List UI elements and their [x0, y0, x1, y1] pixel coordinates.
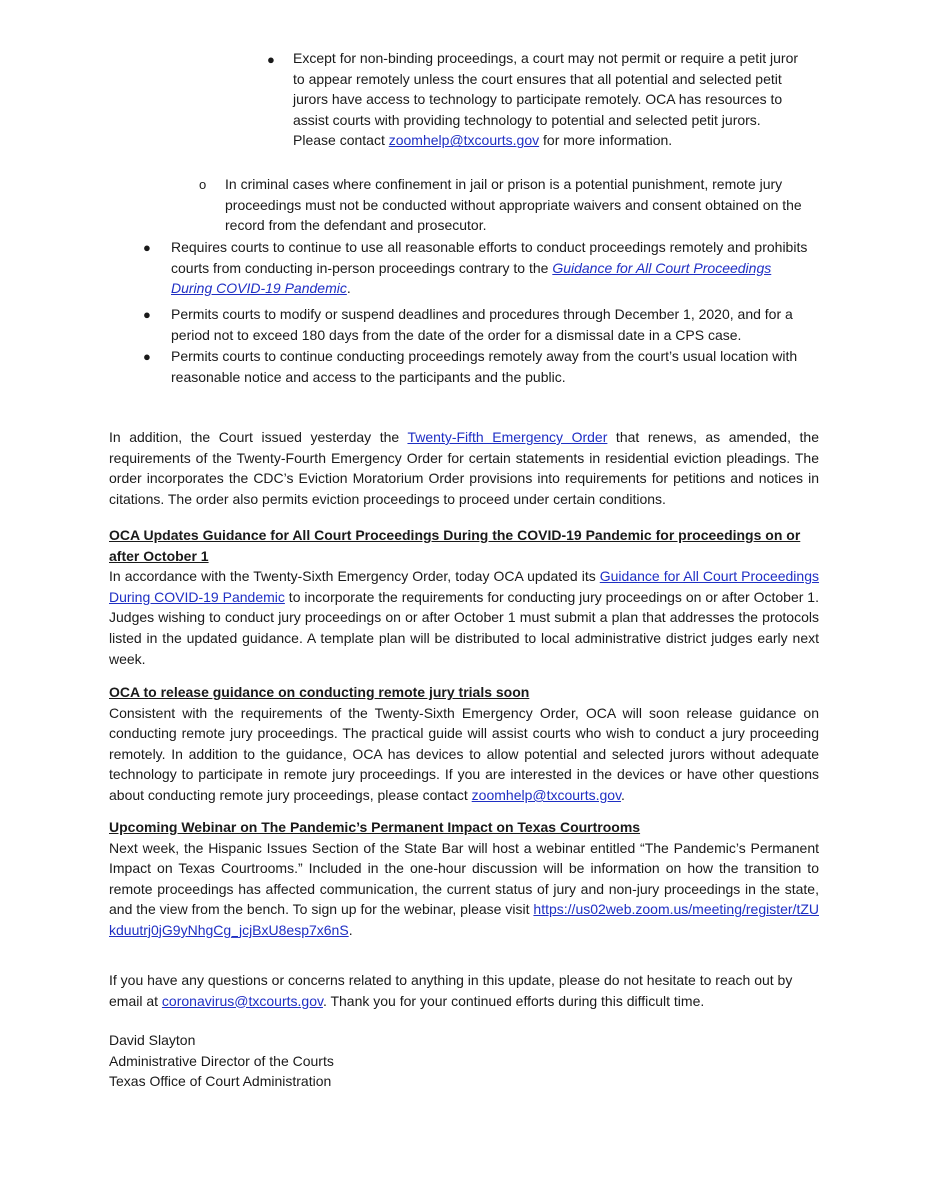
bullet-dot-icon: ●: [143, 307, 151, 322]
closing-paragraph: If you have any questions or concerns related to anything in this update, please do not hesitate to reach out by email at coronavirus@txcourts.gov. Thank you for your continued efforts during this difficult time.: [109, 972, 793, 1009]
guidance-link[interactable]: Guidance for All Court Proceedings During COVID-19 Pandemic: [109, 568, 819, 605]
signature-block: [109, 1030, 819, 1092]
twenty-fifth-order-paragraph: In addition, the Court issued yesterday the Twenty-Fifth Emergency Order that renews, as amended, the requirements of the Twenty-Fourth Emergency Order for certain statements in residential eviction pleadings. The order incorporates the CDC’s Eviction Moratorium Order provisions into requirements for petitions and notices in citations. The order also permits eviction proceedings to proceed under certain conditions.: [109, 429, 819, 507]
twenty-fifth-order-section: [109, 427, 819, 509]
webinar-section: [109, 817, 819, 941]
coronavirus-email-link[interactable]: coronavirus@txcourts.gov: [161, 992, 323, 1009]
remote-jury-paragraph: Consistent with the requirements of the Twenty-Sixth Emergency Order, OCA will soon release guidance on conducting remote jury proceedings. The practical guide will assist courts who wish to conduct a jury proceeding remotely. In addition to the guidance, OCA has devices to allow potential and selected jurors without adequate technology to participate in remote jury proceedings. If you are interested in the devices or have other questions about conducting remote jury proceedings, please contact zoomhelp@txcourts.gov.: [109, 704, 819, 803]
signer-office: Texas Office of Court Administration: [109, 1073, 332, 1090]
guidance-update-heading: OCA Updates Guidance for All Court Proceedings During the COVID-19 Pandemic for proceedings on or after October 1: [109, 527, 801, 564]
bullet-dot-icon: ●: [143, 349, 151, 364]
bullet-circle-icon: o: [199, 177, 207, 192]
bullet-dot-icon: ●: [143, 240, 151, 255]
criminal-cases-bullet: In criminal cases where confinement in jail or prison is a potential punishment, remote jury proceedings must not be conducted without appropriate waivers and consent obtained on the record from the defendant and prosecutor.: [225, 176, 802, 234]
remote-jury-section: [109, 682, 819, 806]
reasonable-efforts-bullet: Requires courts to continue to use all reasonable efforts to conduct proceedings remotely and prohibits courts from conducting in-person proceedings contrary to the Guidance for All Court Proceedings During COVID-19 Pandemic.: [171, 239, 808, 297]
bullet-dot-icon: ●: [267, 52, 275, 67]
webinar-heading: Upcoming Webinar on The Pandemic’s Permanent Impact on Texas Courtrooms: [109, 819, 641, 835]
zoomhelp-email-link-2[interactable]: zoomhelp@txcourts.gov: [471, 786, 622, 803]
deadlines-bullet: Permits courts to modify or suspend deadlines and procedures through December 1, 2020, and for a period not to exceed 180 days from the date of the order for a dismissal date in a CPS case.: [171, 306, 793, 343]
closing-section: [109, 970, 819, 1011]
guidance-update-paragraph: In accordance with the Twenty-Sixth Emergency Order, today OCA updated its Guidance for All Court Proceedings During COVID-19 Pandemic to incorporate the requirements for conducting jury proceedings on or after October 1. Judges wishing to conduct jury proceedings on or after October 1 must submit a plan that addresses the protocols listed in the updated guidance. A template plan will be distributed to local administrative district judges early next week.: [109, 568, 819, 667]
remote-location-bullet: Permits courts to continue conducting proceedings remotely away from the court’s usual location with reasonable notice and access to the participants and the public.: [171, 348, 798, 385]
petit-juror-bullet: Except for non-binding proceedings, a court may not permit or require a petit juror to appear remotely unless the court ensures that all potential and selected petit jurors have access to technology to participate remotely. OCA has resources to assist courts with providing technology to potential and selected petit jurors. Please contact zoomhelp@txcourts.gov for more information.: [293, 50, 799, 149]
twenty-fifth-order-link[interactable]: Twenty-Fifth Emergency Order: [407, 429, 608, 445]
remote-jury-heading: OCA to release guidance on conducting remote jury trials soon: [109, 684, 530, 700]
signer-title: Administrative Director of the Courts: [109, 1052, 334, 1069]
zoomhelp-email-link-1[interactable]: zoomhelp@txcourts.gov: [388, 132, 540, 149]
guidance-update-section: [109, 525, 819, 669]
guidance-link-italic[interactable]: Guidance for All Court Proceedings During COVID-19 Pandemic: [171, 259, 772, 297]
signer-name: David Slayton: [109, 1032, 196, 1048]
webinar-paragraph: Next week, the Hispanic Issues Section of the State Bar will host a webinar entitled “The Pandemic’s Permanent Impact on Texas Courtrooms.” Included in the one-hour discussion will be information on how the transition to remote proceedings has affected communication, the current status of jury and non-jury proceedings in the state, and the view from the bench. To sign up for the webinar, please visit https://us02web.zoom.us/meeting/register/tZUkduutrj0jG9yNhgCg_jcjBxU8esp7x6nS.: [109, 839, 819, 938]
webinar-registration-link[interactable]: https://us02web.zoom.us/meeting/register/tZUkduutrj0jG9yNhgCg_jcjBxU8esp7x6nS: [109, 901, 819, 938]
